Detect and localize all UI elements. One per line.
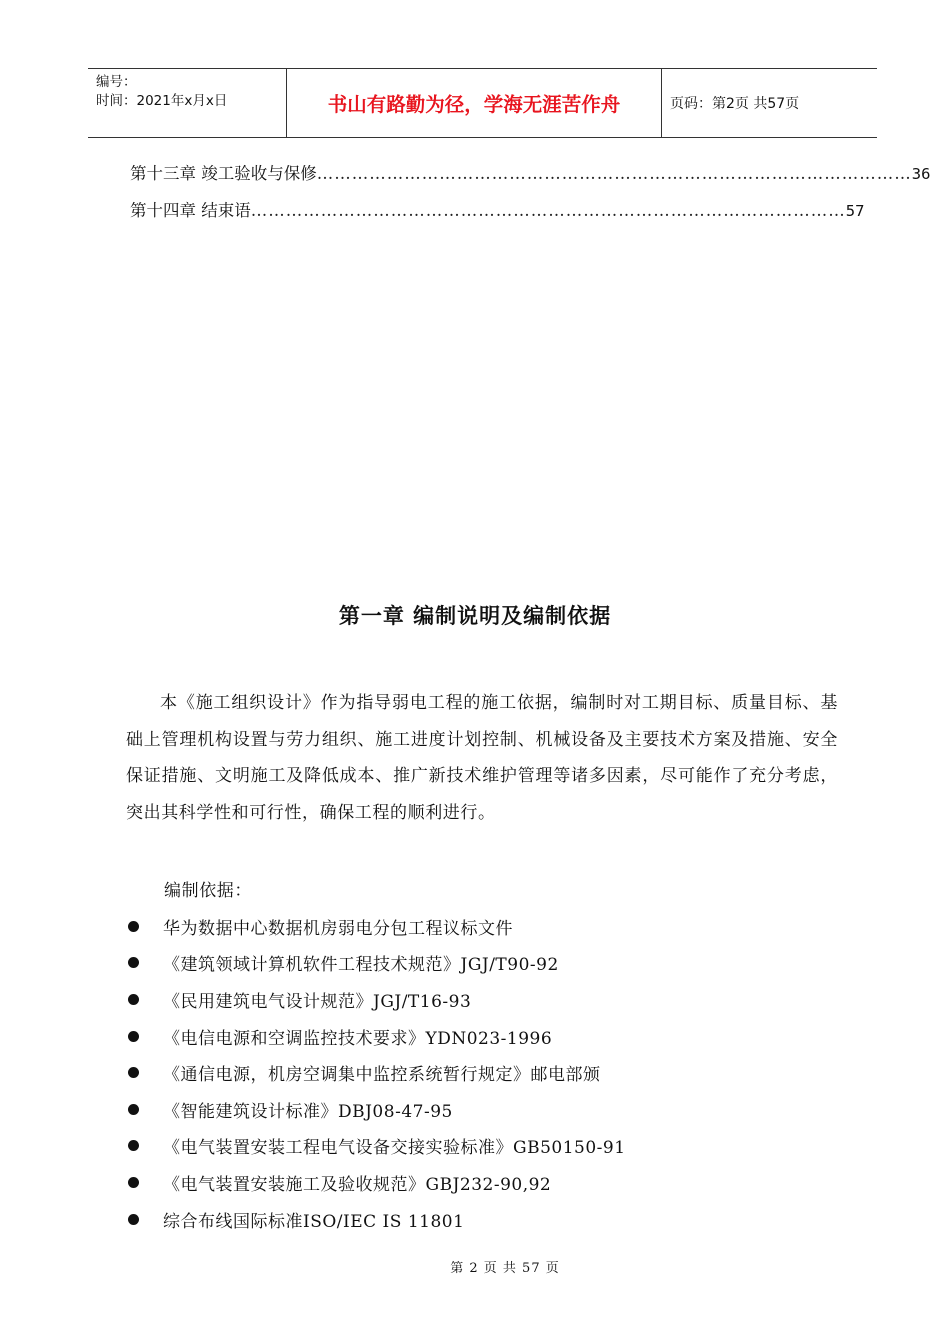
basis-list bbox=[126, 908, 826, 1237]
list-item: 《通信电源，机房空调集中监控系统暂行规定》邮电部颁 bbox=[126, 1054, 826, 1091]
toc-leader-dots: ………………………………………………………………………………………… bbox=[316, 164, 912, 183]
list-item: 《电信电源和空调监控技术要求》YDN023-1996 bbox=[126, 1018, 826, 1055]
bullet-icon bbox=[128, 1067, 139, 1078]
chapter-title: 第一章 编制说明及编制依据 bbox=[338, 604, 612, 628]
list-item: 《电气装置安装工程电气设备交接实验标准》GB50150-91 bbox=[126, 1128, 826, 1165]
page-header bbox=[88, 68, 877, 138]
toc-entry-page: 57 bbox=[845, 202, 865, 220]
document-number-label: 编号： bbox=[96, 74, 137, 90]
list-item: 《民用建筑电气设计规范》JGJ/T16-93 bbox=[126, 981, 826, 1018]
toc-entry-page: 36 bbox=[911, 165, 931, 183]
basis-label: 编制依据： bbox=[164, 881, 252, 901]
header-motto: 书山有路勤为径，学海无涯苦作舟 bbox=[287, 69, 662, 137]
header-page-number: 页码：第2页 共57页 bbox=[670, 96, 800, 112]
bullet-icon bbox=[128, 957, 139, 968]
toc-entry[interactable] bbox=[130, 160, 931, 184]
bullet-icon bbox=[128, 1177, 139, 1188]
header-meta bbox=[88, 69, 287, 137]
toc-entry-title: 第十四章 结束语 bbox=[130, 201, 251, 220]
bullet-icon bbox=[128, 1031, 139, 1042]
toc-entry-title: 第十三章 竣工验收与保修 bbox=[130, 164, 317, 183]
intro-paragraph: 本《施工组织设计》作为指导弱电工程的施工依据，编制时对工期目标、质量目标、基础上管理机构设置与劳力组织、施工进度计划控制、机械设备及主要技术方案及措施、安全保证措施、文明施工及降低成本、推广新技术维护管理等诸多因素，尽可能作了充分考虑，突出其科学性和可行性，确保工程的顺利进行。 bbox=[126, 693, 838, 823]
page-footer: 第 2 页 共 57 页 bbox=[450, 1261, 560, 1276]
bullet-icon bbox=[128, 921, 139, 932]
list-item: 综合布线国际标准ISO/IEC IS 11801 bbox=[126, 1201, 826, 1238]
list-item: 《电气装置安装施工及验收规范》GBJ232-90,92 bbox=[126, 1164, 826, 1201]
bullet-icon bbox=[128, 1140, 139, 1151]
toc-leader-dots: ………………………………………………………………………………………… bbox=[250, 201, 846, 220]
bullet-icon bbox=[128, 994, 139, 1005]
list-item: 华为数据中心数据机房弱电分包工程议标文件 bbox=[126, 908, 826, 945]
bullet-icon bbox=[128, 1104, 139, 1115]
bullet-icon bbox=[128, 1214, 139, 1225]
document-time-label: 时间：2021年x月x日 bbox=[96, 93, 228, 109]
toc-entry[interactable] bbox=[130, 197, 865, 221]
list-item: 《建筑领域计算机软件工程技术规范》JGJ/T90-92 bbox=[126, 945, 826, 982]
list-item: 《智能建筑设计标准》DBJ08-47-95 bbox=[126, 1091, 826, 1128]
